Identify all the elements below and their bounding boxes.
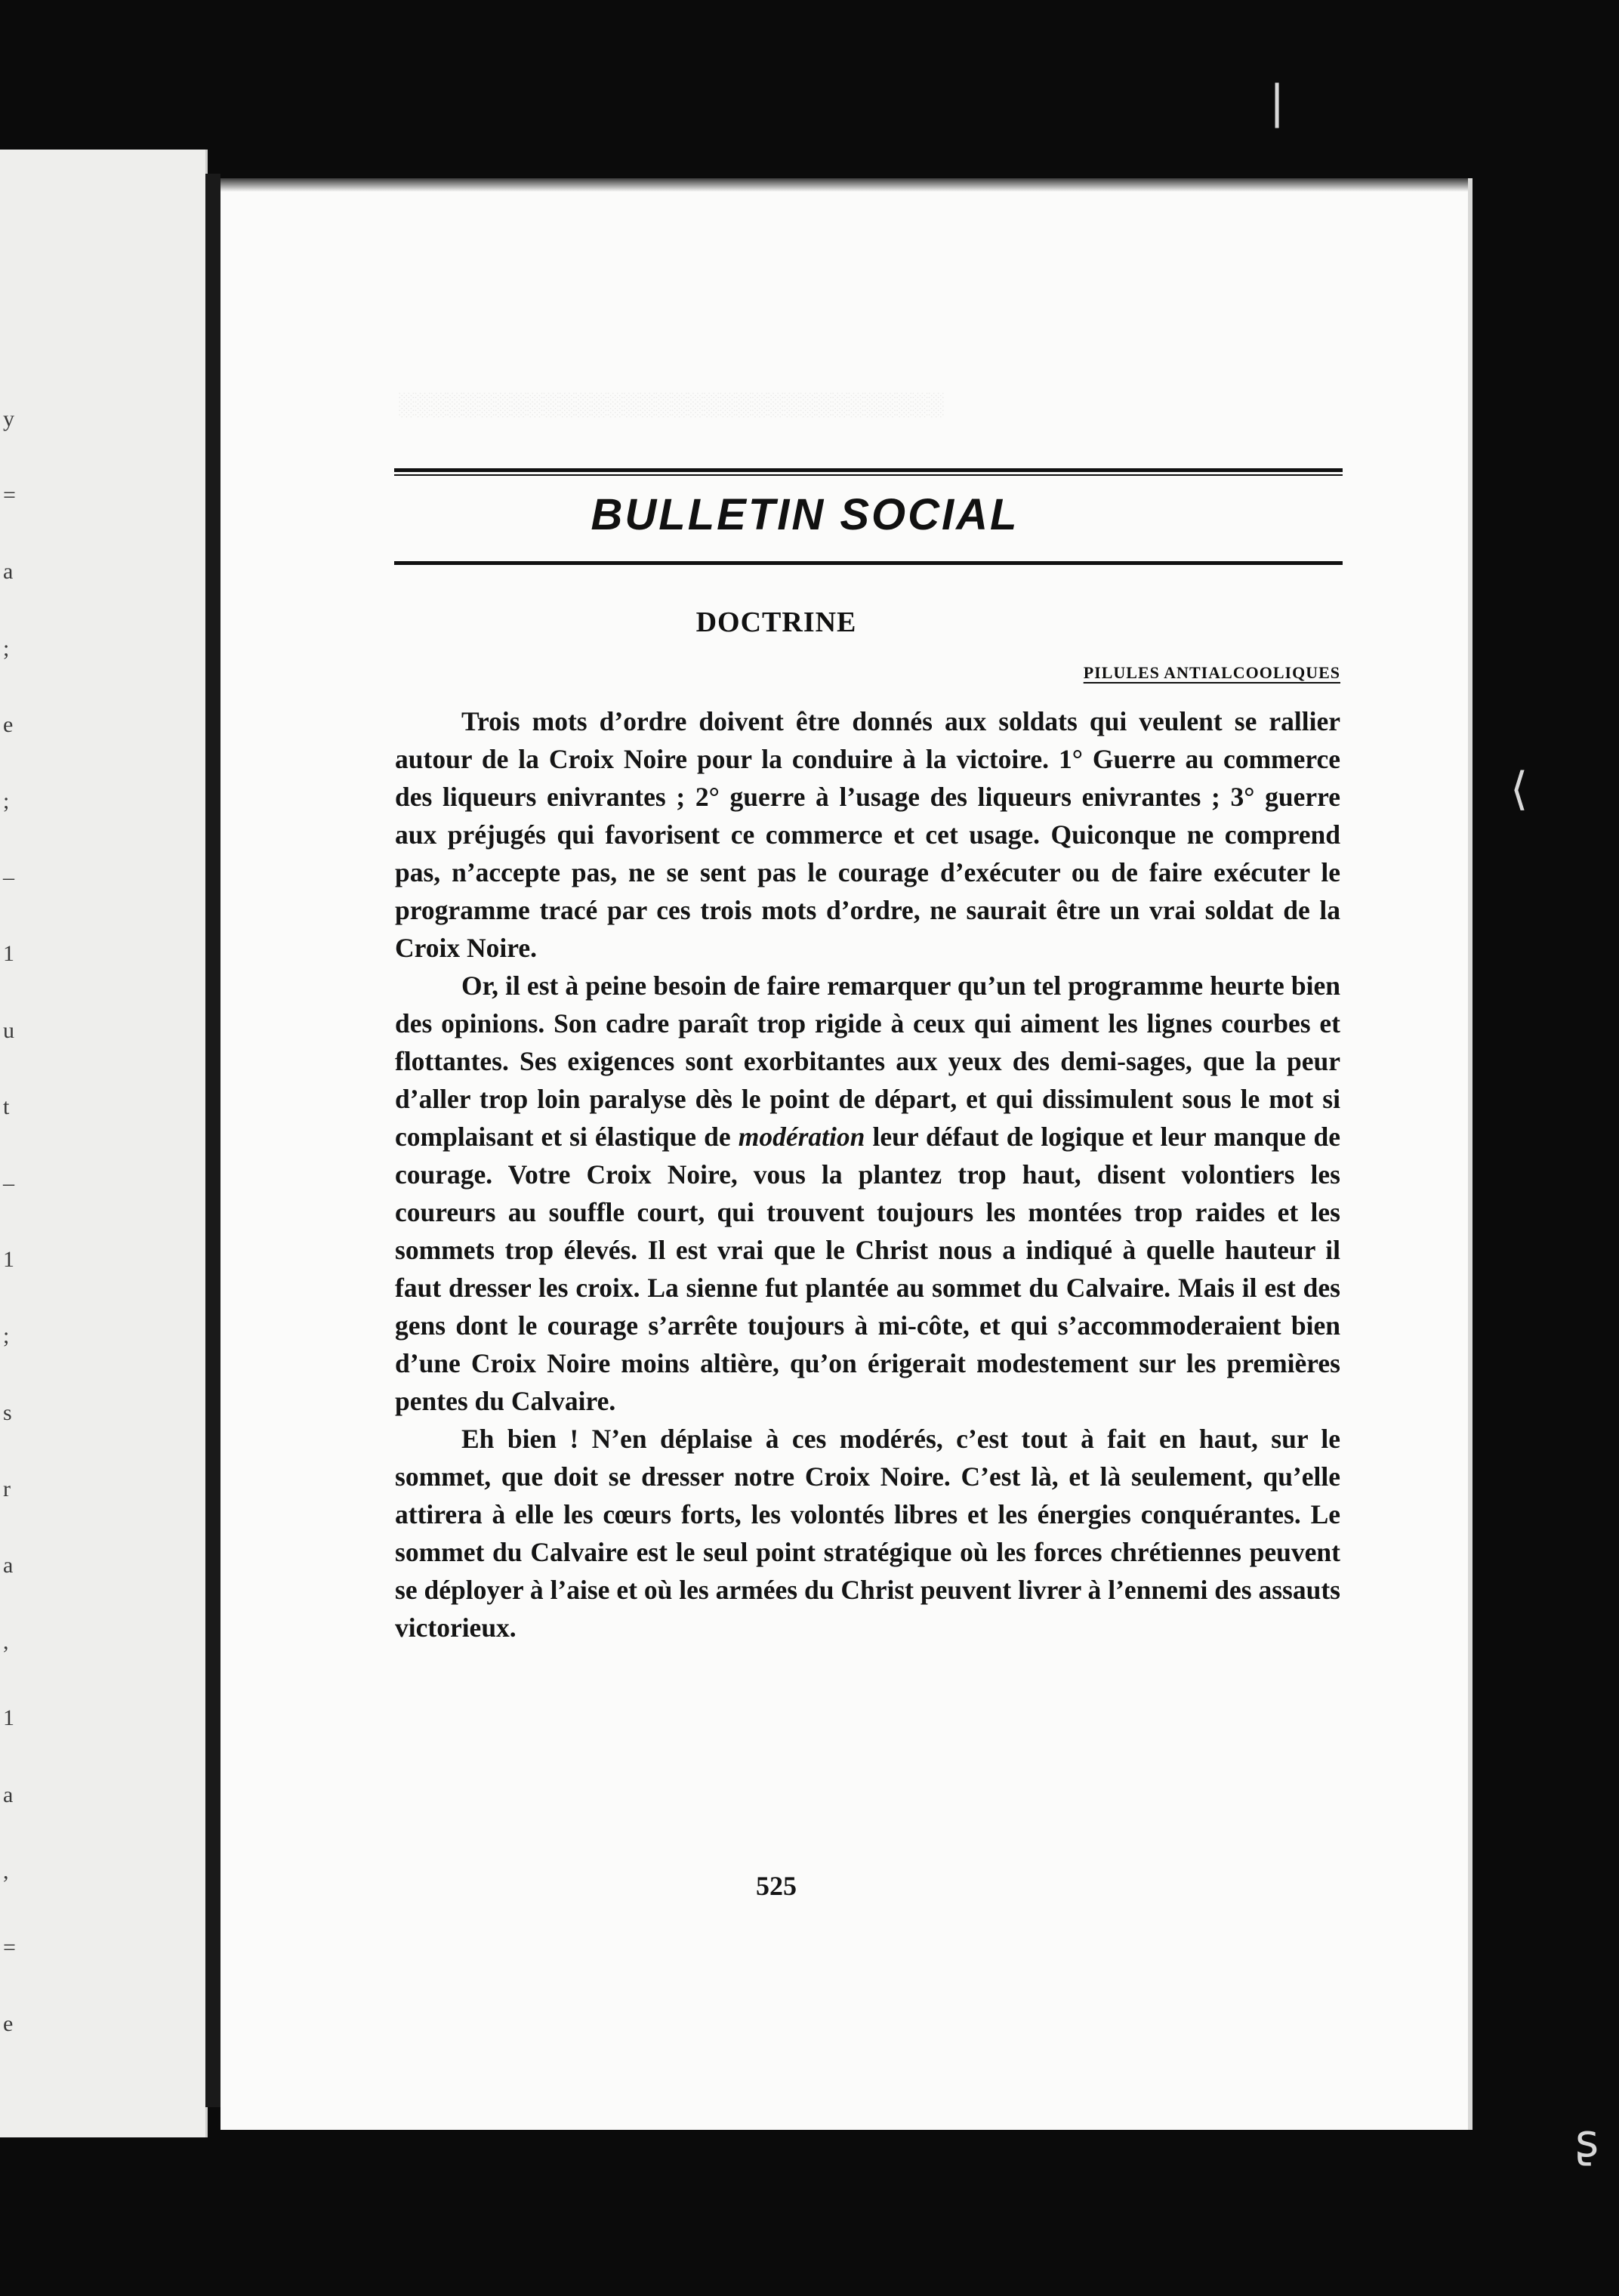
previous-page-fragment: ;: [3, 788, 10, 813]
previous-page-fragment: a: [3, 1553, 14, 1578]
paragraph: [395, 1420, 1340, 1646]
previous-page-edge: [0, 150, 208, 2137]
previous-page-fragment: ;: [3, 635, 10, 661]
article-subtitle: PILULES ANTIALCOOLIQUES: [1083, 663, 1340, 682]
show-through-text: ░░░░░░░░░░░░░░░░░░░░░░░░░░░░░░░░░░: [398, 392, 944, 417]
paragraph-text: Trois mots d’ordre doivent être donnés aux soldats qui veulent se rallier autour de la Croix Noire pour la conduire à la victoire. 1° Guerre au commerce des liqueurs enivrantes ; 2° guerre à l’usage des liqueurs enivrantes ; 3° guerre aux préjugés qui favorisent ce commerce et cet usage. Quiconque ne comprend pas, n’accepte pas, ne se sent pas le courage d’exécuter ou de faire exécuter le programme tracé par ces trois mots d’ordre, ne saurait être un vrai soldat de la Croix Noire.: [395, 706, 1340, 963]
previous-page-fragment: ,: [3, 1629, 9, 1655]
previous-page-fragment: 1: [3, 1247, 14, 1273]
previous-page-fragment: ,: [3, 1858, 9, 1884]
emphasized-word: modération: [738, 1122, 865, 1152]
previous-page-fragment: =: [3, 483, 16, 508]
page: [220, 178, 1468, 2130]
paragraph-text: leur défaut de logique et leur manque de courage. Votre Croix Noire, vous la plantez trop haut, disent volontiers les coureurs au souffle court, qui trouvent toujours les montées trop raides et les sommets trop élevés. Il est vrai que le Christ nous a indiqué à quelle hauteur il faut dresser les croix. La sienne fut plantée au sommet du Calvaire. Mais il est des gens dont le courage s’arrête toujours à mi-côte, et qui s’accommoderaient bien d’une Croix Noire moins altière, qu’on érigerait modestement sur les premières pentes du Calvaire.: [395, 1122, 1340, 1416]
masthead-top-rule-thin: [394, 474, 1343, 476]
page-number: 525: [756, 1871, 797, 1901]
previous-page-fragment: 1: [3, 1705, 14, 1731]
paragraph-text: Eh bien ! N’en déplaise à ces modérés, c’est tout à fait en haut, sur le sommet, que doit se dresser notre Croix Noire. C’est là, et là seulement, qu’elle attirera à elle les cœurs forts, les volontés libres et les énergies conquérantes. Le sommet du Calvaire est le seul point stratégique où les forces chrétiennes peuvent se déployer à l’aise et où les armées du Christ peuvent livrer à l’ennemi des assauts victorieux.: [395, 1424, 1340, 1643]
previous-page-fragment: a: [3, 559, 14, 585]
previous-page-fragment: u: [3, 1017, 14, 1043]
previous-page-fragment: y: [3, 406, 14, 431]
previous-page-fragment: a: [3, 1782, 14, 1807]
page-gutter-shadow: [205, 174, 220, 2107]
previous-page-fragment: =: [3, 1935, 16, 1960]
previous-page-fragment: –: [3, 865, 14, 890]
article-body: [395, 702, 1340, 1646]
masthead-bottom-rule: [394, 561, 1343, 565]
masthead-top-rule: [394, 468, 1343, 472]
scan-artifact-mark: ❘: [1258, 76, 1297, 128]
previous-page-fragment: –: [3, 1171, 14, 1196]
paragraph: [395, 967, 1340, 1420]
page-top-edge: [220, 178, 1468, 192]
previous-page-fragment: s: [3, 1400, 12, 1425]
previous-page-fragment: ;: [3, 1323, 10, 1349]
paragraph-text: Or, il est à peine besoin de faire remarquer qu’un tel programme heurte bien des opinions. Son cadre paraît trop rigide à ceux qui aiment les lignes courbes et flottantes. Ses exigences sont exorbitantes aux yeux des demi-sages, que la peur d’aller trop loin paralyse dès le point de départ, et qui dissimulent sous le mot si complaisant et si élastique de: [395, 971, 1340, 1152]
scan-artifact-mark: ⟨: [1510, 763, 1528, 816]
previous-page-fragment: t: [3, 1094, 10, 1119]
previous-page-fragment: r: [3, 1476, 11, 1501]
scan-artifact-mark: ʂ: [1575, 2115, 1599, 2168]
section-title: DOCTRINE: [695, 606, 857, 638]
paragraph: [395, 702, 1340, 967]
masthead-title: BULLETIN SOCIAL: [591, 490, 1019, 539]
previous-page-fragment: e: [3, 711, 14, 737]
previous-page-fragment: e: [3, 2011, 14, 2037]
previous-page-fragment: 1: [3, 941, 14, 967]
